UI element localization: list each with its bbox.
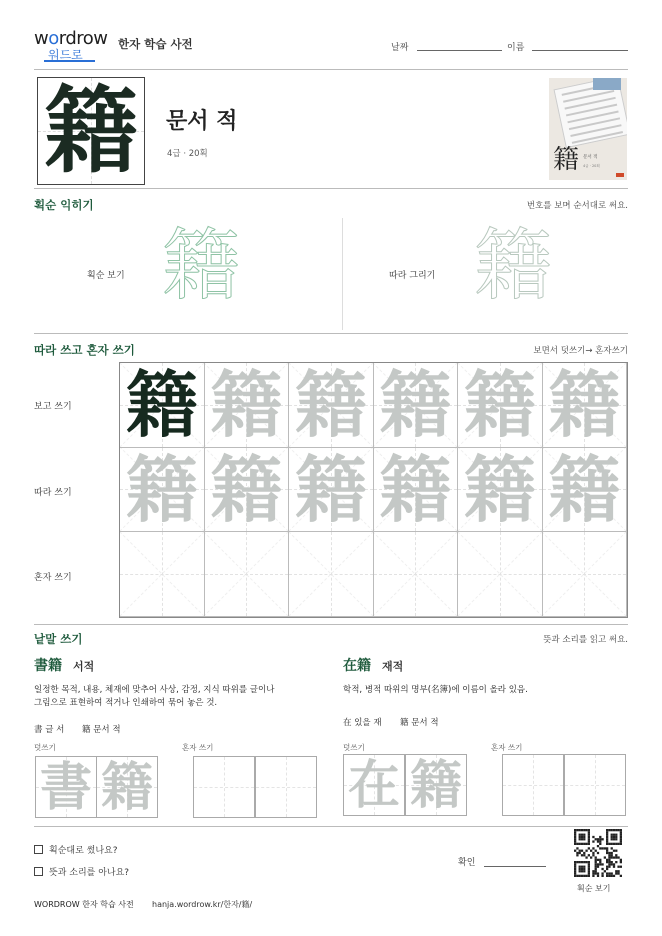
stroke-view-label: 획순 보기 — [87, 271, 125, 281]
confirm-field[interactable] — [484, 866, 546, 867]
page-header — [34, 30, 628, 70]
divider — [34, 333, 628, 334]
practice-cell[interactable] — [120, 363, 205, 448]
trace-label: 덧쓰기 — [34, 743, 56, 752]
footer-brand: WORDROW 한자 학습 사전 — [34, 900, 134, 909]
stroke-trace-char[interactable]: 籍 — [474, 221, 553, 311]
stroke-section-title: 획순 익히기 — [34, 198, 94, 212]
practice-cell[interactable] — [458, 532, 543, 617]
date-field[interactable] — [417, 50, 502, 51]
book-thumbnail-char: 籍 — [553, 145, 580, 175]
practice-cell[interactable] — [205, 363, 290, 448]
words-section-note: 뜻과 소리를 읽고 써요. — [543, 635, 628, 645]
word-hanja: 在籍 — [343, 658, 371, 674]
stroke-view-panel — [34, 214, 342, 332]
stroke-section-note: 번호를 보며 순서대로 써요. — [526, 201, 628, 211]
practice-section-title: 따라 쓰고 혼자 쓰기 — [34, 343, 135, 357]
main-character: 籍 — [43, 76, 138, 186]
practice-cell[interactable] — [543, 363, 628, 448]
date-label: 날짜 — [391, 43, 409, 53]
check-meaning-sound[interactable]: 뜻과 소리를 아나요? — [34, 865, 129, 878]
logo-korean: 워드로 — [48, 48, 83, 62]
word-char-reading: 籍 문서 적 — [400, 718, 439, 728]
practice-grid — [119, 362, 628, 618]
trace-label: 덧쓰기 — [343, 743, 365, 752]
meaning-sound: 문서 적 — [166, 109, 238, 134]
practice-cell[interactable] — [374, 363, 459, 448]
practice-char: 籍 — [379, 363, 452, 447]
confirm-label: 확인 — [458, 858, 476, 868]
practice-cell[interactable] — [289, 532, 374, 617]
practice-char: 籍 — [463, 363, 536, 447]
practice-char: 籍 — [210, 447, 283, 532]
practice-cell[interactable] — [374, 532, 459, 617]
practice-cell[interactable] — [205, 532, 290, 617]
practice-char: 籍 — [294, 447, 367, 532]
practice-char: 籍 — [294, 363, 367, 447]
self-write-label: 혼자 쓰기 — [182, 743, 214, 752]
word-definition: 학적, 병적 따위의 명부(名簿)에 이름이 올라 있음. — [343, 685, 528, 695]
practice-cell[interactable] — [543, 532, 628, 617]
stroke-trace-panel — [342, 214, 628, 332]
word-self-box[interactable] — [564, 754, 626, 816]
word-trace-box[interactable]: 在 — [343, 754, 405, 816]
word-char-reading: 在 있을 재 — [343, 718, 382, 728]
header-title: 한자 학습 사전 — [118, 37, 193, 51]
practice-cell[interactable] — [374, 448, 459, 533]
practice-cell[interactable] — [289, 448, 374, 533]
divider — [34, 826, 628, 827]
word-reading: 서적 — [73, 660, 95, 673]
practice-char: 籍 — [210, 363, 283, 447]
word-char-reading: 籍 문서 적 — [82, 725, 121, 735]
practice-char: 籍 — [125, 363, 198, 447]
word-self-box[interactable] — [502, 754, 564, 816]
check-stroke-order[interactable]: 획순대로 썼나요? — [34, 843, 118, 856]
footer-url[interactable]: hanja.wordrow.kr/한자/籍/ — [152, 900, 253, 909]
word-definition: 일정한 목적, 내용, 체재에 맞추어 사상, 감정, 지식 따위를 글이나 — [34, 685, 275, 695]
stroke-trace-label: 따라 그리기 — [389, 271, 436, 281]
practice-char: 籍 — [125, 447, 198, 532]
word-reading: 재적 — [382, 660, 404, 673]
name-field[interactable] — [532, 50, 628, 51]
words-section-title: 낱말 쓰기 — [34, 632, 83, 646]
practice-cell[interactable] — [458, 448, 543, 533]
practice-char: 籍 — [379, 447, 452, 532]
practice-char: 籍 — [548, 363, 621, 447]
word-trace-box[interactable]: 籍 — [405, 754, 467, 816]
row-label-self: 혼자 쓰기 — [34, 573, 72, 583]
wordrow-logo[interactable] — [34, 30, 112, 66]
book-thumbnail-sub: 문서 적 — [583, 155, 598, 160]
main-character-box — [37, 77, 145, 185]
book-thumbnail — [549, 78, 627, 180]
practice-section-note: 보면서 덧쓰기→ 혼자쓰기 — [533, 346, 628, 356]
practice-cell[interactable] — [120, 532, 205, 617]
row-label-view: 보고 쓰기 — [34, 402, 72, 412]
hero-section — [34, 74, 628, 189]
word-char-reading: 書 글 서 — [34, 725, 65, 735]
word-definition: 그림으로 표현하여 적거나 인쇄하여 묶어 놓은 것. — [34, 698, 218, 708]
word-trace-box[interactable]: 書 — [35, 756, 97, 818]
practice-char: 籍 — [463, 447, 536, 532]
book-thumbnail-meta: 4급 · 20획 — [583, 164, 600, 168]
divider — [34, 624, 628, 625]
name-label: 이름 — [507, 43, 525, 53]
practice-cell[interactable] — [289, 363, 374, 448]
practice-cell[interactable] — [205, 448, 290, 533]
practice-cell[interactable] — [543, 448, 628, 533]
logo-wordmark: wordrow — [34, 28, 108, 49]
word-trace-box[interactable]: 籍 — [96, 756, 158, 818]
row-label-trace: 따라 쓰기 — [34, 488, 72, 498]
self-write-label: 혼자 쓰기 — [491, 743, 523, 752]
word-self-box[interactable] — [255, 756, 317, 818]
checkbox[interactable] — [34, 845, 43, 854]
word-hanja: 書籍 — [34, 658, 62, 674]
word-self-box[interactable] — [193, 756, 255, 818]
stroke-order-char: 籍 — [162, 221, 241, 311]
qr-code-icon[interactable] — [574, 829, 622, 877]
practice-cell[interactable] — [458, 363, 543, 448]
practice-cell[interactable] — [120, 448, 205, 533]
checkbox[interactable] — [34, 867, 43, 876]
practice-char: 籍 — [548, 447, 621, 532]
grade-strokes: 4급 · 20획 — [167, 149, 208, 159]
qr-label: 획순 보기 — [577, 884, 611, 893]
